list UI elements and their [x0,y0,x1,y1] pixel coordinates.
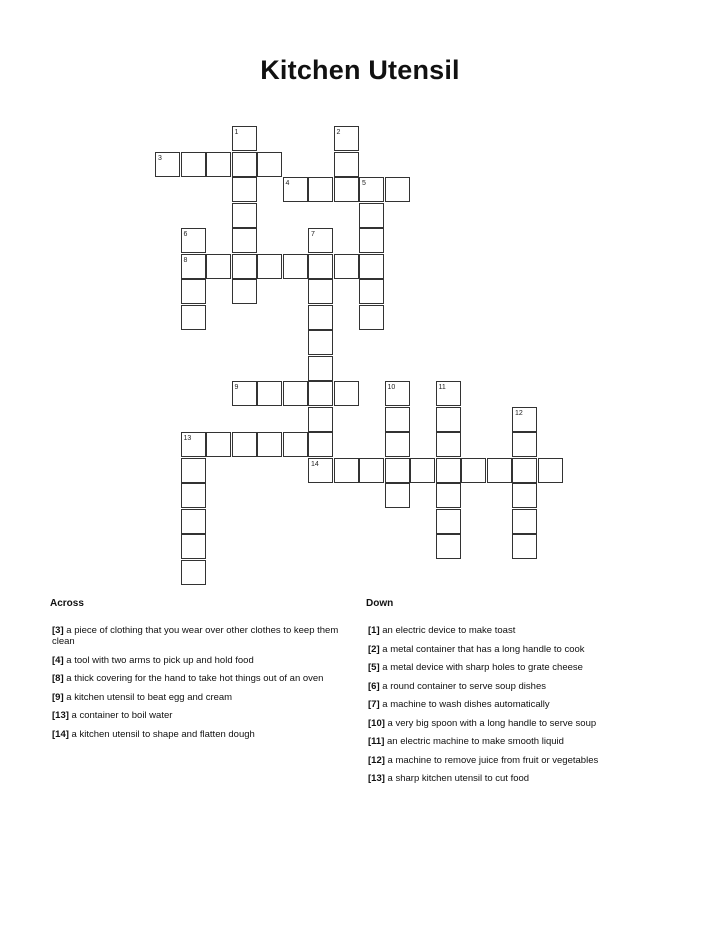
clue-item [52,692,352,703]
grid-cell[interactable] [436,407,461,432]
clue-text: a kitchen utensil to shape and flatten dough [71,728,255,740]
grid-cell[interactable] [308,254,333,279]
grid-cell[interactable] [385,458,410,483]
grid-cell[interactable] [257,152,282,177]
grid-cell[interactable] [308,356,333,381]
grid-cell[interactable] [410,458,435,483]
grid-cell[interactable] [385,483,410,508]
clue-item [52,729,352,740]
clue-number: [7] [368,699,380,710]
clue-item [368,662,668,673]
grid-cell[interactable] [512,483,537,508]
grid-cell[interactable] [512,458,537,483]
grid-cell[interactable] [436,458,461,483]
grid-cell[interactable] [436,534,461,559]
cell-number: 9 [234,384,239,391]
grid-cell[interactable] [538,458,563,483]
grid-cell[interactable] [283,432,308,457]
clue-item [368,625,668,636]
grid-cell[interactable] [308,177,333,202]
clue-number: [4] [52,654,64,666]
across-clue-list [52,625,352,747]
cell-number: 14 [311,460,319,468]
grid-cell[interactable] [232,254,257,279]
grid-cell[interactable] [385,432,410,457]
clue-number: [3] [52,625,64,636]
clue-text: a machine to remove juice from fruit or vegetables [387,754,599,766]
clue-number: [13] [52,710,69,721]
grid-cell[interactable] [181,458,206,483]
clue-item [368,773,668,784]
grid-cell[interactable] [181,279,206,304]
grid-cell[interactable] [232,203,257,228]
clue-item [368,681,668,692]
clue-item [368,755,668,766]
clue-number: [11] [368,736,385,747]
clue-text: an electric machine to make smooth liquid [387,736,564,747]
puzzle-title: Kitchen Utensil [260,55,460,85]
clue-text: a metal device with sharp holes to grate cheese [382,662,583,673]
grid-cell[interactable] [334,381,359,406]
grid-cell[interactable] [512,509,537,534]
grid-cell[interactable] [181,560,206,585]
clue-item [52,655,352,666]
cell-number: 1 [234,129,239,136]
grid-cell[interactable] [308,381,333,406]
clue-text: a piece of clothing that you wear over other clothes to keep them clean [52,625,339,647]
grid-cell[interactable] [359,305,384,330]
grid-cell[interactable] [436,509,461,534]
clue-text: a kitchen utensil to beat egg and cream [66,691,233,703]
grid-cell[interactable] [512,432,537,457]
clue-text: a very big spoon with a long handle to serve soup [387,717,597,729]
grid-cell[interactable] [257,254,282,279]
cell-number: 4 [285,180,290,187]
cell-number: 8 [183,256,188,264]
cell-number: 13 [183,435,192,442]
clue-item [52,625,352,647]
grid-cell[interactable] [512,534,537,559]
cell-number: 11 [438,384,446,391]
cell-number: 7 [311,231,315,238]
grid-cell[interactable] [181,483,206,508]
grid-cell[interactable] [385,177,410,202]
down-clue-list [368,625,668,792]
clue-text: a machine to wash dishes automatically [382,699,550,710]
cell-number: 2 [336,129,341,136]
clue-number: [12] [368,754,385,766]
grid-cell[interactable] [283,381,308,406]
grid-cell[interactable] [359,203,384,228]
grid-cell[interactable] [334,254,359,279]
grid-cell[interactable] [232,177,257,202]
grid-cell[interactable] [359,458,384,483]
clue-text: a tool with two arms to pick up and hold food [66,654,254,666]
clue-number: [5] [368,662,380,673]
clue-number: [2] [368,643,380,655]
grid-cell[interactable] [436,483,461,508]
grid-cell[interactable] [283,254,308,279]
down-heading: Down [366,598,394,609]
grid-cell[interactable] [232,228,257,253]
clue-text: a thick covering for the hand to take hot things out of an oven [66,673,324,684]
grid-cell[interactable] [181,305,206,330]
grid-cell[interactable] [359,228,384,253]
cell-number: 3 [158,154,162,162]
grid-cell[interactable] [181,534,206,559]
clue-text: a sharp kitchen utensil to cut food [387,773,530,784]
grid-cell[interactable] [385,407,410,432]
grid-cell[interactable] [359,279,384,304]
clue-number: [1] [368,625,380,636]
clue-number: [8] [52,673,64,684]
grid-cell[interactable] [232,279,257,304]
clue-item [52,673,352,684]
grid-cell[interactable] [308,432,333,457]
clue-item [368,718,668,729]
grid-cell[interactable] [334,458,359,483]
clue-item [368,699,668,710]
grid-cell[interactable] [232,432,257,457]
clue-number: [14] [52,728,69,740]
grid-cell[interactable] [308,330,333,355]
across-heading: Across [50,598,84,609]
clue-number: [10] [368,717,385,729]
clue-text: a container to boil water [71,710,173,721]
clue-text: a round container to serve soup dishes [382,680,546,692]
grid-cell[interactable] [257,381,282,406]
clue-item [52,710,352,721]
cell-number: 10 [387,384,396,391]
grid-cell[interactable] [436,432,461,457]
grid-cell[interactable] [334,152,359,177]
clue-item [368,736,668,747]
grid-cell[interactable] [257,432,282,457]
grid-cell[interactable] [461,458,486,483]
grid-cell[interactable] [308,305,333,330]
grid-cell[interactable] [206,254,231,279]
clue-number: [6] [368,680,380,692]
grid-cell[interactable] [359,254,384,279]
cell-number: 12 [515,409,523,417]
grid-cell[interactable] [334,177,359,202]
clue-text: a metal container that has a long handle to cook [382,643,585,655]
grid-cell[interactable] [308,407,333,432]
cell-number: 6 [183,231,188,238]
grid-cell[interactable] [487,458,512,483]
cell-number: 5 [362,180,366,187]
grid-cell[interactable] [181,152,206,177]
grid-cell[interactable] [206,152,231,177]
clue-number: [13] [368,773,385,784]
clue-number: [9] [52,691,64,703]
clue-text: an electric device to make toast [382,625,516,636]
grid-cell[interactable] [308,279,333,304]
clue-item [368,644,668,655]
grid-cell[interactable] [181,509,206,534]
grid-cell[interactable] [232,152,257,177]
grid-cell[interactable] [206,432,231,457]
